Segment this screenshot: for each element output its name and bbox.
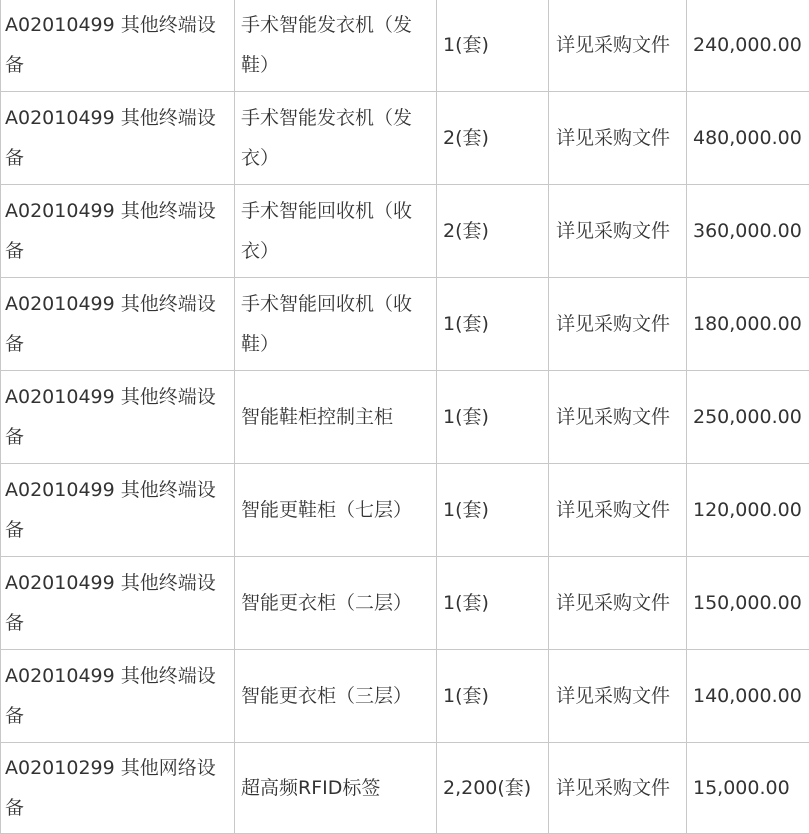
amount-cell: 180,000.00 xyxy=(687,278,809,371)
item-name-cell: 手术智能发衣机（发鞋） xyxy=(235,0,437,92)
spec-cell: 详见采购文件 xyxy=(549,557,687,650)
amount-cell: 150,000.00 xyxy=(687,557,809,650)
quantity-cell: 2(套) xyxy=(437,92,549,185)
amount-cell: 250,000.00 xyxy=(687,371,809,464)
item-name-cell: 智能鞋柜控制主柜 xyxy=(235,371,437,464)
spec-cell: 详见采购文件 xyxy=(549,371,687,464)
item-name-cell: 智能更鞋柜（七层） xyxy=(235,464,437,557)
table-row xyxy=(1,557,809,650)
item-name-cell: 手术智能回收机（收鞋） xyxy=(235,278,437,371)
item-name-cell: 手术智能回收机（收衣） xyxy=(235,185,437,278)
quantity-cell: 1(套) xyxy=(437,371,549,464)
spec-cell: 详见采购文件 xyxy=(549,464,687,557)
item-code-cell: A02010499 其他终端设备 xyxy=(1,92,235,185)
table-row xyxy=(1,371,809,464)
table-row xyxy=(1,185,809,278)
amount-cell: 240,000.00 xyxy=(687,0,809,92)
table-row xyxy=(1,650,809,743)
amount-cell: 480,000.00 xyxy=(687,92,809,185)
quantity-cell: 2(套) xyxy=(437,185,549,278)
item-code-cell: A02010499 其他终端设备 xyxy=(1,557,235,650)
item-name-cell: 智能更衣柜（三层） xyxy=(235,650,437,743)
amount-cell: 15,000.00 xyxy=(687,743,809,834)
table-row xyxy=(1,278,809,371)
spec-cell: 详见采购文件 xyxy=(549,743,687,834)
spec-cell: 详见采购文件 xyxy=(549,278,687,371)
quantity-cell: 1(套) xyxy=(437,278,549,371)
spec-cell: 详见采购文件 xyxy=(549,185,687,278)
quantity-cell: 1(套) xyxy=(437,464,549,557)
item-name-cell: 智能更衣柜（二层） xyxy=(235,557,437,650)
item-code-cell: A02010499 其他终端设备 xyxy=(1,0,235,92)
spec-cell: 详见采购文件 xyxy=(549,92,687,185)
item-code-cell: A02010499 其他终端设备 xyxy=(1,650,235,743)
quantity-cell: 1(套) xyxy=(437,0,549,92)
spec-cell: 详见采购文件 xyxy=(549,650,687,743)
quantity-cell: 1(套) xyxy=(437,650,549,743)
item-name-cell: 手术智能发衣机（发衣） xyxy=(235,92,437,185)
item-code-cell: A02010499 其他终端设备 xyxy=(1,464,235,557)
table-row xyxy=(1,0,809,92)
table-row xyxy=(1,743,809,834)
table-row xyxy=(1,464,809,557)
amount-cell: 120,000.00 xyxy=(687,464,809,557)
amount-cell: 140,000.00 xyxy=(687,650,809,743)
quantity-cell: 1(套) xyxy=(437,557,549,650)
spec-cell: 详见采购文件 xyxy=(549,0,687,92)
item-code-cell: A02010499 其他终端设备 xyxy=(1,185,235,278)
item-code-cell: A02010499 其他终端设备 xyxy=(1,371,235,464)
item-code-cell: A02010299 其他网络设备 xyxy=(1,743,235,834)
table-row xyxy=(1,92,809,185)
item-name-cell: 超高频RFID标签 xyxy=(235,743,437,834)
quantity-cell: 2,200(套) xyxy=(437,743,549,834)
item-code-cell: A02010499 其他终端设备 xyxy=(1,278,235,371)
amount-cell: 360,000.00 xyxy=(687,185,809,278)
